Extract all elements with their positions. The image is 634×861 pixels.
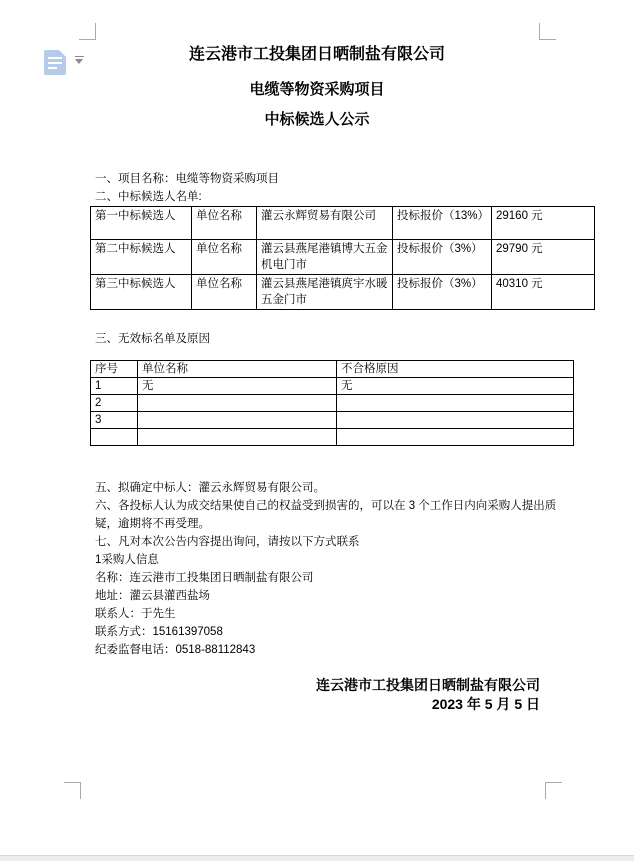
candidates-table [90,206,595,310]
header-disqualify-reason: 不合格原因 [337,361,574,378]
company-name-cell [138,412,337,429]
serial-number-cell: 1 [91,378,138,395]
contact-person-line: 联系人：于先生 [95,608,176,620]
chevron-down-icon[interactable] [75,56,84,64]
table-row [91,412,574,429]
signature-date: 2023 年 5 月 5 日 [431,696,540,712]
signature-block [90,676,558,714]
table-row [91,207,595,240]
document-title-company: 连云港市工投集团日晒制盐有限公司 [188,46,445,63]
header-company-name: 单位名称 [138,361,337,378]
paste-options-button[interactable] [44,49,88,77]
table-row [91,240,595,275]
section-6-objection-notice: 六、各投标人认为成交结果使自己的权益受到损害的，可以在 3 个工作日内向采购人提出质疑，逾期将不再受理。 [95,500,557,530]
section-2-candidate-list-heading: 二、中标候选人名单: [95,191,202,203]
table-row [91,429,574,446]
buyer-info-heading: 1采购人信息 [95,554,159,566]
section-3-invalid-bids-heading: 三、无效标名单及原因 [95,333,210,345]
section-7-inquiry-notice: 七、凡对本次公告内容提出询问，请按以下方式联系 [95,536,360,548]
candidate-rank: 第一中标候选人 [91,207,192,240]
buyer-address-line: 地址：灌云县灌西盐场 [95,590,210,602]
bid-price-label: 投标报价（3%） [393,275,492,310]
table-row [91,378,574,395]
serial-number-cell: 3 [91,412,138,429]
table-row [91,395,574,412]
reason-cell [337,395,574,412]
margin-mark-top-left [79,23,96,40]
supervision-phone-line: 纪委监督电话：0518-88112843 [95,644,256,656]
page-bottom-gap [0,855,634,861]
document-content [90,47,558,714]
company-name-label: 单位名称 [192,207,257,240]
invalid-bids-table [90,360,574,446]
reason-cell: 无 [337,378,574,395]
reason-cell [337,429,574,446]
candidate-rank: 第二中标候选人 [91,240,192,275]
company-name-value: 灌云县燕尾港镇博大五金机电门市 [257,240,393,275]
bid-price-value: 29790 元 [492,240,595,275]
document-title-project: 电缆等物资采购项目 [249,81,385,98]
serial-number-cell [91,429,138,446]
contact-phone-line: 联系方式：15161397058 [95,626,223,638]
margin-mark-bottom-right [545,782,562,799]
section-1-project-name: 一、项目名称：电缆等物资采购项目 [95,173,279,185]
candidate-rank: 第三中标候选人 [91,275,192,310]
bid-price-label: 投标报价（3%） [393,240,492,275]
header-serial-number: 序号 [91,361,138,378]
company-name-label: 单位名称 [192,275,257,310]
buyer-name-line: 名称：连云港市工投集团日晒制盐有限公司 [95,572,314,584]
bid-price-label: 投标报价（13%） [393,207,492,240]
signature-company: 连云港市工投集团日晒制盐有限公司 [316,677,540,693]
section-5-proposed-winner: 五、拟确定中标人：灌云永辉贸易有限公司。 [95,482,325,494]
bid-price-value: 29160 元 [492,207,595,240]
bid-price-value: 40310 元 [492,275,595,310]
margin-mark-top-right [539,23,556,40]
clipboard-paste-icon [44,50,66,75]
company-name-cell [138,429,337,446]
margin-mark-bottom-left [64,782,81,799]
company-name-cell: 无 [138,378,337,395]
table-row [91,275,595,310]
serial-number-cell: 2 [91,395,138,412]
company-name-value: 灌云县燕尾港镇庹宇水暖五金门市 [257,275,393,310]
company-name-value: 灌云永辉贸易有限公司 [257,207,393,240]
company-name-cell [138,395,337,412]
document-title-announcement: 中标候选人公示 [264,111,370,128]
table-header-row [91,361,574,378]
company-name-label: 单位名称 [192,240,257,275]
reason-cell [337,412,574,429]
